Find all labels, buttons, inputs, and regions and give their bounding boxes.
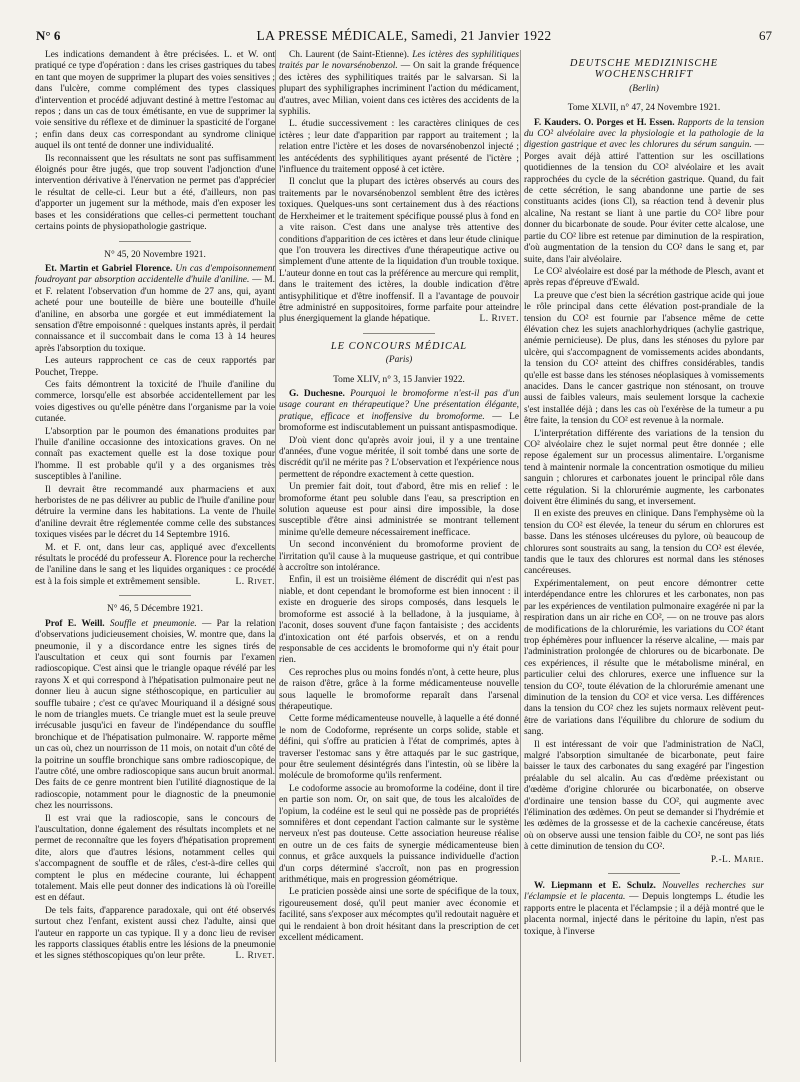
abstract-text: — Par la relation d'observations judicieusement choisies, W. montre que, dans la pneumonie, il y a discordance entre les signes tirés de l'auscultation et ceux qui sont fournis par l'examen radioscopique. C'est ainsi que le triangle opaque révélé par les rayons X et qui correspond à l'hépatisation pulmonaire peut ne donner lieu à aucun signe stéthoscopique, en particulier au souffle tubaire ; c'est ce qu'avec Mouriquand il a désigné sous le nom de triangles muets. Ce triangle muet est la seule preuve irrécusable jusqu'ici en faveur de l'indépendance du souffle bronchique et de l'hépatisation pulmonaire. W. rapporte même un cas où, chez un nourrisson de 11 mois, on notait d'un côté de la poitrine un souffle bronchique sans ombre radioscopique, de l'autre côté, une ombre radioscopique sans aucun bruit anormal. Des faits de ce genre montrent bien l'utilité diagnostique de la radioscopie, notamment pour le diagnostic de la pneumonie chez les nourrissons. bbox=[35, 618, 276, 812]
reviewer-signature: L. Rivet. bbox=[479, 314, 519, 325]
paragraph: Ils reconnaissent que les résultats ne sont pas suffisamment éloignés pour être jugés, que trop souvent l'adjonction d'une intervention dérivative à l'énervation ne permet pas d'apprécier le résultat de celle-ci. Leur but a été, d'ailleurs, non pas d'apporter un jugement sur la méthode, mais d'en exposer les bases et les considérations que celles-ci permettent touchant certains points de physiopathologie gastrique. bbox=[35, 153, 275, 233]
paragraph bbox=[35, 906, 275, 963]
paragraph: Il est intéressant de voir que l'administration de NaCl, malgré l'absorption simultanée de bicarbonate, peut faire baisser le taux des carbonates du sang exagéré par l'ingestion préalable du sel alcalin. Au cas d'œdème préexistant ou d'œdème d'origine chlorurée ou bicarbonatée, on observe d'ordinaire une tension basse du CO², qui augmente avec l'élimination des œdèmes. On peut se demander si l'hydrémie et les œdèmes de la grossesse et de la cachexie cancéreuse, états où on observe aussi une tension faible du CO², ne sont pas liés à cette diminution de tension du CO². bbox=[524, 739, 764, 853]
paragraph: L'absorption par le poumon des émanations produites par l'huile d'aniline occasionne des intoxications graves. On ne connaît pas exactement quelle est la dose toxique pour l'homme. Il est probable qu'il y a des organismes très susceptibles à l'aniline. bbox=[35, 426, 275, 483]
abstract-lead bbox=[279, 389, 519, 435]
running-header bbox=[36, 28, 772, 44]
paragraph: Il est vrai que la radioscopie, sans le concours de l'auscultation, donne également des résultats incomplets et ne permet de reconnaître que les foyers d'hépatisation proprement dite, alors que d'autres lésions, notamment celles qui s'accompagnent de souffle et de râles, c'est-à-dire celles qui comptent le plus en médecine courante, lui échappent totalement. Mais elle peut donner des indications là où l'oreille est en défaut. bbox=[35, 813, 275, 904]
paragraph: Un premier fait doit, tout d'abord, être mis en relief : le bromoforme étant peu soluble dans l'eau, sa prescription en solution aqueuse est pour ainsi dire impossible, la dose susceptible d'être ainsi administrée se montrant tellement minime qu'elle demeure nécessairement inefficace. bbox=[279, 482, 519, 538]
section-divider bbox=[363, 333, 435, 334]
paragraph: Le praticien possède ainsi une sorte de spécifique de la toux, rigoureusement dosé, qu'il peut manier avec économie et facilité, sans s'exposer aux mécomptes qu'il redoutait naguère et qui le rendaient à bon droit hésitant dans la prescription de cet excellent médicament. bbox=[279, 887, 520, 944]
reviewer-signature: L. Rivet. bbox=[235, 951, 275, 962]
paragraph: L. étudie successivement : les caractères cliniques de ces ictères ; leur date d'apparition par rapport au traitement ; la relation entre l'ictère et les doses de novarsénobenzol injecté ; les antécédents des syphilitiques ayant présenté de l'ictère ; l'influence du traitement opposé à cet ictère. bbox=[279, 119, 519, 176]
reviewer-signature: L. Rivet. bbox=[235, 576, 275, 587]
paragraph: Cette forme médicamenteuse nouvelle, à laquelle a été donné le nom de Codoforme, représente un corps solide, stable et défini, qui s'offre au praticien à l'état de comprimés, aptes à traverser l'estomac sans y être attaqués par le suc gastrique, pour être seulement désintégrés dans l'intestin, où se libère la molécule de bromoforme qu'ils renferment. bbox=[279, 714, 519, 782]
journal-city: (Paris) bbox=[385, 355, 413, 366]
column-left bbox=[35, 50, 275, 963]
section-divider bbox=[119, 595, 191, 596]
paragraph: Il en existe des preuves en clinique. Dans l'emphysème où la tension du CO² est élevée, la teneur du sérum en chlorures est basse. Dans les sténoses ulcéreuses du pylore, où beaucoup de chlorures sont soustraits au sang, la tension du CO² est élevée, tandis que le taux des chlorures est normal dans les sténoses cancéreuses. bbox=[524, 509, 764, 577]
journal-name: DEUTSCHE MEDIZINISCHE WOCHENSCHRIFT bbox=[569, 58, 719, 81]
section-divider bbox=[608, 873, 680, 874]
page-number: N° 6 bbox=[36, 28, 61, 43]
abstract-text: — Porges avait déjà attiré l'attention sur les oscillations quotidiennes de la tension du CO² alvéolaire et les avait rapprochées du cycle de la sécrétion gastrique. Quand, du fait de cette sécrétion, le sang abandonne une partie de ses constituants acides (ions Cl), sa réaction tend à devenir plus alcaline, Na restant se liant à une partie du CO² libre pour donner du bicarbonate de soude. Pour éviter cette alcalose, une partie du CO² libre est retenue par diminution de la respiration, d'où augmentation de la tension du CO² dans le sang et, par suite, dans l'air alvéolaire. bbox=[524, 140, 764, 265]
paragraph: Ces reproches plus ou moins fondés n'ont, à cette heure, plus de raison d'être, grâce à la forme médicamenteuse nouvelle sous laquelle le bromoforme reparaît dans l'arsenal thérapeutique. bbox=[279, 667, 519, 712]
abstract-text: — Depuis longtemps L. étudie les rapports entre le placenta et l'éclampsie ; il a déjà montré que le placenta normal, injecté dans le péritoine du lapin, n'est pas toxique, à l'inverse bbox=[524, 892, 765, 937]
folio: 67 bbox=[759, 28, 772, 43]
article-authors: Et. Martin et Gabriel Florence. bbox=[45, 263, 173, 274]
article-title: Rapports de la tension du CO² alvéolaire avec la physiologie et la pathologie de la digestion gastrique et avec les chlorures du sérum sanguin. bbox=[524, 117, 765, 151]
paragraph: Les auteurs rapprochent ce cas de ceux rapportés par Pouchet, Treppe. bbox=[35, 356, 275, 378]
abstract-lead bbox=[279, 50, 519, 118]
section-divider bbox=[119, 241, 191, 242]
article-authors: W. Liepmann et E. Schulz. bbox=[534, 881, 656, 892]
abstract-lead bbox=[35, 619, 275, 813]
paragraph-text: De tels faits, d'apparence paradoxale, qui ont été observés surtout chez l'enfant, existent aussi chez l'adulte, ainsi que l'auteur en rapporte un cas typique. Il y a donc lieu de reviser les rapports classiques établis entre les lésions de la pneumonie et les signes stéthoscopiques qu'on leur prête. bbox=[35, 905, 275, 962]
paragraph-text: M. et F. ont, dans leur cas, appliqué avec d'excellents résultats le procédé du professeur A. Florence pour la recherche de l'aniline dans le sang et les liquides organiques : ce procédé est à la fois simple et extrêmement sensible. bbox=[35, 542, 275, 587]
column-middle bbox=[279, 50, 519, 944]
journal-running-title: LA PRESSE MÉDICALE, Samedi, 21 Janvier 1922 bbox=[256, 28, 552, 43]
paragraph bbox=[35, 543, 275, 589]
article-title: Les ictères des syphilitiques traités par le novarsénobenzol. bbox=[279, 50, 519, 72]
paragraph bbox=[279, 177, 519, 325]
issue-heading: N° 46, 5 Décembre 1921. bbox=[107, 604, 203, 615]
journal-name: LE CONCOURS MÉDICAL bbox=[330, 340, 468, 352]
paragraph: Il devrait être recommandé aux pharmaciens et aux herboristes de ne pas délivrer au public de l'huile d'aniline pour détruire la vermine dans les habitations. La vente de l'huile d'aniline devrait être réglementée comme celle des substances toxiques visées par le décret du 14 Septembre 1916. bbox=[35, 484, 275, 541]
column-right bbox=[524, 50, 764, 938]
paragraph: D'où vient donc qu'après avoir joui, il y a une trentaine d'années, d'une vogue méritée, il soit tombé dans une sorte de discrédit qu'il ne mérite pas ? L'observation et l'expérience nous permettent de répondre exactement à cette question. bbox=[279, 435, 519, 480]
abstract-text: — Le bromoforme est indiscutablement un puissant antispasmodique. bbox=[279, 411, 519, 434]
paragraph: Expérimentalement, on peut encore démontrer cette interdépendance entre les chlorures et les carbonates, non pas par les expériences de ventilation pulmonaire exagérée ni par la respiration dans un air riche en CO², — on ne trouve pas alors de modifications de la chlorurémie, les variations du CO² étant trop éphémères pour influencer la réserve alcaline, — mais par l'administration prolongée de chlorures ou de bicarbonate. De ces expériences, il résulte que le métabolisme minéral, en particulier celui des chlorures, exerce une influence sur la tension du CO², toute élévation de la chlorurémie amenant une diminution de la tension du CO² et vice versa. Les différences dans la tension du CO² chez les sujets normaux relèvent peut-être de variations dans l'équilibre du chlorure de sodium du sang. bbox=[524, 578, 764, 738]
paragraph: Un second inconvénient du bromoforme provient de l'irritation qu'il cause à la muqueuse gastrique, et qui contribue à accroître son intolérance. bbox=[279, 540, 519, 574]
article-authors: F. Kauders. O. Porges et H. Essen. bbox=[534, 117, 675, 128]
paragraph: La preuve que c'est bien la sécrétion gastrique acide qui joue le rôle principal dans cette élévation post-prandiale de la tension du CO² est fournie par l'absence même de cette élévation chez les sujets anachlorhydriques (achylie gastrique, anémie pernicieuse). De plus, dans les sténoses du pylore par ulcère, qui s'accompagnent de vomissements acides abondants, la tension du CO² atteint des chiffres considérables, tandis qu'elle est basse dans les sténoses néoplasiques à vomissements anacides. Dans le cancer gastrique non sténosant, on trouve aussi de faibles valeurs, mais seulement lorsque la cachexie s'est installée déjà ; dans les cas où l'exérèse de la tumeur a pu être faite, la tension du CO² est revenue à la normale. bbox=[524, 290, 764, 427]
column-rule-2 bbox=[520, 50, 521, 1062]
abstract-text: — M. et F. relatent l'observation d'un homme de 27 ans, qui, ayant acheté pour une bouteille de bière une bouteille d'huile d'aniline, en absorba une gorgée et eut immédiatement la sensation d'être empoisonné : quelques instants après, il perdait connaissance et il succombait dans le coma 13 à 14 heures après l'absorption du toxique. bbox=[35, 275, 275, 354]
abstract-lead bbox=[524, 881, 764, 938]
issue-heading: Tome XLVII, n° 47, 24 Novembre 1921. bbox=[567, 103, 721, 114]
paragraph: Ces faits démontrent la toxicité de l'huile d'aniline du commerce, lorsqu'elle est absorbée accidentellement par les voies digestives ou qu'elle pénètre dans l'organisme par la voie cutanée. bbox=[35, 379, 275, 425]
issue-heading: Tome XLIV, n° 3, 15 Janvier 1922. bbox=[333, 374, 465, 385]
paragraph: L'interprétation différente des variations de la tension du CO² alvéolaire chez le sujet normal peut être donnée ; elle repose également sur un processus alimentaire. L'organisme tend à maintenir normale la concentration osmotique du milieu sanguin ; chlorures et carbonates jouent le principal rôle dans cette régulation. Si la chlorurémie augmente, les carbonates doivent être éliminés du sang, et inversement. bbox=[524, 428, 764, 508]
paragraph-text: Il conclut que la plupart des ictères observés au cours des traitements par le novarsénobenzol semblent être des ictères toxiques. Quelques-uns sont certainement dus à des réactions de Herxheimer et le traitement spécifique poussé plus à fond en a vite raison. C'est dans une analyse très attentive des conditions d'apparition de ces ictères et dans leur étude clinique que l'on trouvera les directives d'une thérapeutique active ou simplement d'une attente de la liquidation d'un trouble toxique. L'auteur donne en tout cas la préférence au mercure qui remplit, dans le traitement des ictères, la double indication d'être antisyphilitique et d'être inoffensif. Il a l'avantage de pouvoir être administré en suppositoires, forme parfaite pour atteindre plus énergiquement la glande hépatique. bbox=[279, 177, 519, 325]
abstract-lead bbox=[524, 118, 764, 266]
paragraph: Enfin, il est un troisième élément de discrédit qui n'est pas niable, et dont cependant le bromoforme est bien innocent : il existe en droguerie des sirops composés, dans lesquels le bromoforme est associé à la belladone, à la jusquiame, à l'aconit, doses souvent d'une façon fantaisiste ; des accidents d'intoxication ont été parfois observés, et on a rendu responsable de ces accidents le bromoforme qui n'y était pour rien. bbox=[279, 575, 519, 666]
article-authors: Prof E. Weill. bbox=[45, 618, 105, 629]
article-title: Nouvelles recherches sur l'éclampsie et le placenta. bbox=[524, 881, 765, 903]
paragraph: Les indications demandent à être précisées. L. et W. ont pratiqué ce type d'opération : dans les crises gastriques du tabes en tant que moyen de supprimer la plupart des voies sensitives ; dans l'ulcère, comme complément des types classiques d'intervention et procédé adjuvant destiné à mettre l'estomac au repos ; dans un cas de toux émétisante, en vue de supprimer la voie sensitive du réflexe et de diminuer la spasticité de l'organe ; enfin dans deux cas correspondant au syndrome clinique auquel ils ont tenté de donner une individualité. bbox=[35, 50, 275, 152]
article-authors: G. Duchesne. bbox=[289, 388, 345, 399]
abstract-lead bbox=[35, 264, 275, 355]
reviewer-signature: P.-L. Marie. bbox=[710, 854, 764, 865]
reviewer-signature-line bbox=[524, 855, 764, 866]
article-title: Un cas d'empoisonnement foudroyant par absorption accidentelle d'huile d'aniline. bbox=[35, 263, 276, 286]
journal-city: (Berlin) bbox=[629, 83, 659, 94]
article-authors: Ch. Laurent (de Saint-Etienne). bbox=[289, 50, 410, 60]
abstract-text: — On sait la grande fréquence des ictères des syphilitiques traités par le salvarsan. Si la plupart des syphiligraphes incriminent l'action du médicament, d'autres, avec Milian, voient dans ces ictères des accidents de la syphilis. bbox=[279, 61, 519, 118]
column-rule-1 bbox=[275, 50, 276, 1062]
article-title: Souffle et pneumonie. bbox=[109, 618, 197, 629]
paragraph: Le CO² alvéolaire est dosé par la méthode de Plesch, avant et après repas d'épreuve d'Ewald. bbox=[524, 266, 764, 289]
article-title: Pourquoi le bromoforme n'est-il pas d'un usage courant en thérapeutique? Une présentation élégante, pratique, efficace et inoffensive du bromoforme. bbox=[279, 388, 520, 422]
paragraph: Le codoforme associe au bromoforme la codéine, dont il tire en partie son nom. Or, on sait que, de tous les alcaloïdes de l'opium, la codéine est le seul qui ne possède pas de propriétés somnifères et dont cependant l'action calmante sur le système nerveux n'est pas douteuse. Cette association heureuse réalise en outre un de ces faits de synergie médicamenteuse bien connus, et grâce auxquels la puissance individuelle d'action d'un corps déterminé s'accroît, non pas en progression arithmétique, mais en progression géométrique. bbox=[279, 783, 519, 886]
issue-heading: N° 45, 20 Novembre 1921. bbox=[104, 249, 206, 260]
